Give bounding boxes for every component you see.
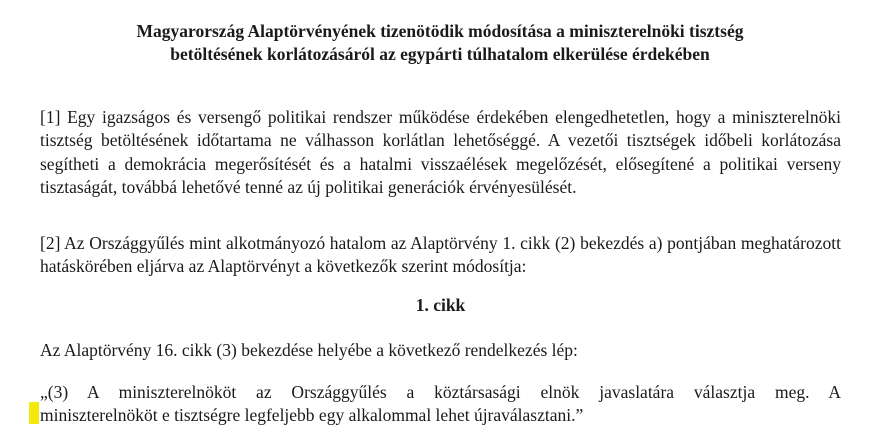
document-title xyxy=(60,20,820,66)
paragraph-1: [1] Egy igazságos és versengő politikai rendszer működése érdekében elengedhetetlen, hogy a miniszterelnöki tisztség betöltésének időtartama ne válhasson korlátlan lehetőséggé. A vezetői tisztségek időbeli korlátozása segítheti a demokrácia megerősítését és a hatalmi visszaélések megelőzését, elősegítené a politikai verseny tisztaságát, továbbá lehetővé tenné az új politikai generációk érvényesülését. xyxy=(40,107,841,197)
text-cursor-highlight xyxy=(29,402,39,424)
amendment-quote xyxy=(40,381,841,428)
paragraph-2: [2] Az Országgyűlés mint alkotmányozó hatalom az Alaptörvény 1. cikk (2) bekezdés a) pontjában meghatározott hatáskörében eljárva az Alaptörvényt a következők szerint módosítja: xyxy=(40,233,841,277)
document-title-line1: Magyarország Alaptörvényének tizenötödik módosítása a miniszterelnöki tisztség xyxy=(136,21,744,41)
document-title-line2: betöltésének korlátozásáról az egypárti túlhatalom elkerülése érdekében xyxy=(170,44,710,64)
quote-line-1: „(3) A miniszterelnököt az Országgyűlés a köztársasági elnök javaslatára választja meg. A xyxy=(40,382,841,402)
article-heading: 1. cikk xyxy=(415,295,466,315)
quote-line-2: miniszterelnököt e tisztségre legfeljebb egy alkalommal lehet újraválasztani.” xyxy=(40,405,584,426)
paragraph-3: Az Alaptörvény 16. cikk (3) bekezdése helyébe a következő rendelkezés lép: xyxy=(40,340,578,360)
